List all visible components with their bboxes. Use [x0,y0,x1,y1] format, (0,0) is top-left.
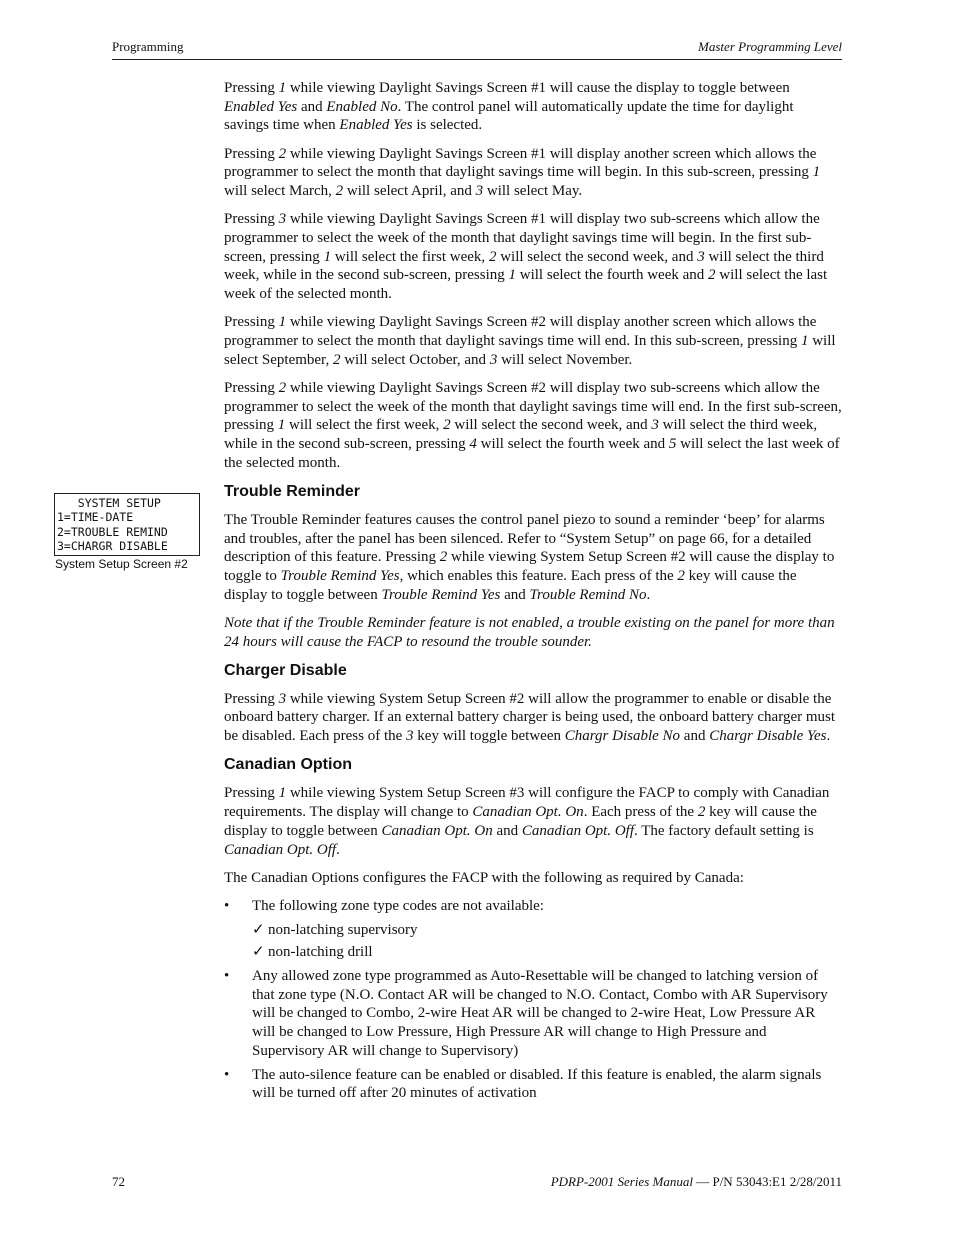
main-content [224,79,842,1108]
italic-term: Canadian Opt. On [472,804,584,821]
italic-term: Chargr Disable No [564,728,681,745]
text-run: will select September, [224,332,836,368]
text-run: will select the first week, [285,417,444,434]
text-run: while viewing Daylight Savings Screen #2 will display another screen which allows the programmer to select the month that daylight savings time will end. In this sub-screen, pressing [224,314,817,349]
italic-term: 2 [335,183,344,200]
list-item [224,1066,842,1103]
lcd-display [54,493,200,556]
text-run: Pressing [224,690,279,707]
paragraph [224,210,842,304]
italic-term: Canadian Opt. Off [521,822,634,839]
text-run: will select November. [497,351,633,368]
italic-term: Trouble Remind Yes [280,567,400,584]
italic-term: Chargr Disable Yes [709,728,827,745]
list-item [224,897,842,962]
lcd-line: 2=TROUBLE REMIND [57,524,168,539]
checkmark-icon: ✓ [252,921,265,938]
text-run: will select October, and [340,351,490,368]
text-run: will select the second week, and [450,417,652,434]
text-run: key will cause the display to toggle between [224,804,817,839]
text-run: and [500,586,530,603]
text-run: and [680,728,710,745]
text-run: key will cause the display to toggle between [224,567,797,603]
italic-term: 2 [278,145,287,162]
header-section: Programming [112,39,184,54]
paragraph [224,511,842,605]
check-item-text: non-latching drill [268,944,373,961]
text-run: will select the last week of the selected month. [224,267,828,303]
header-chapter: Master Programming Level [698,39,842,54]
italic-term: 2 [332,351,341,368]
note-paragraph: Note that if the Trouble Reminder feature is not enabled, a trouble existing on the panel for more than 24 hours will cause the FACP to resound the trouble sounder. [224,614,835,650]
section-heading: Trouble Reminder [224,482,361,500]
section-heading: Canadian Option [224,756,352,774]
section-heading: Charger Disable [224,661,347,679]
italic-term: 5 [668,435,677,452]
text-run: Pressing [224,80,279,96]
italic-term: 1 [277,417,286,434]
lcd-line: 3=CHARGR DISABLE [57,539,168,554]
italic-term: Trouble Remind Yes [381,586,501,603]
text-run: Pressing [224,145,279,162]
text-run: Pressing [224,314,279,331]
page-header [112,37,842,60]
text-run: and [297,98,327,115]
italic-term: 3 [278,211,287,228]
text-run: will select the second week, and [496,248,698,265]
text-run: Pressing [224,211,279,228]
bullet-list [224,897,842,1103]
italic-term: 2 [697,804,706,821]
paragraph [224,784,842,859]
text-run: will select the first week, [331,248,489,265]
check-item-text: non-latching supervisory [268,921,418,938]
lcd-line: 1=TIME-DATE [57,510,134,525]
italic-term: 1 [278,785,287,802]
italic-term: 1 [278,314,287,331]
italic-term: Canadian Opt. Off [224,841,337,858]
list-item-text: The auto-silence feature can be enabled or disabled. If this feature is enabled, the alarm signals will be turned off after 20 minutes of activation [252,1066,822,1102]
italic-term: 3 [489,351,498,368]
italic-term: 3 [697,248,705,265]
text-run: while viewing System Setup Screen #2 will allow the programmer to enable or disable the onboard battery charger. If an external battery charger is being used, the onboard battery charger must be disabled. Each press of the [224,690,836,745]
text-run: . The control panel will automatically update the time for daylight savings time when [224,98,794,134]
italic-term: 1 [800,332,809,349]
paragraph [224,313,842,369]
text-run: . Each press of the [583,804,698,821]
italic-term: Enabled Yes [339,117,413,134]
italic-term: Canadian Opt. On [381,822,493,839]
italic-term: 2 [278,379,287,396]
paragraph [224,145,842,201]
italic-term: 2 [488,248,497,265]
bullet-icon: • [224,968,230,985]
italic-term: 1 [323,248,332,265]
text-run: while viewing Daylight Savings Screen #1 will display two sub-screens which allow the programmer to select the week of the month that daylight savings time will begin. In the first sub-screen, pressing [224,211,820,265]
paragraph: The Canadian Options configures the FACP with the following as required by Canada: [224,869,744,886]
text-run: . [646,586,651,603]
page-number: 72 [112,1174,125,1189]
check-item [252,943,842,962]
text-run: while viewing Daylight Savings Screen #1 will display another screen which allows the programmer to select the month that daylight savings time will begin. In this sub-screen, pressing [224,145,817,181]
check-item [252,921,842,940]
italic-term: 2 [439,549,448,566]
text-run: Pressing [224,379,279,396]
text-run: will select the fourth week and [476,435,669,452]
italic-term: 2 [708,267,716,284]
manual-title: PDRP-2001 Series Manual [550,1174,693,1189]
footer-manual-info [551,1174,842,1190]
italic-term: 2 [443,417,451,434]
part-number: P/N 53043:E1 2/28/2011 [712,1174,842,1189]
bullet-icon: • [224,897,230,914]
text-run: The Trouble Reminder features causes the control panel piezo to sound a reminder ‘beep’ for alarms and troubles, after the panel has been silenced. Refer to “System Setup” on page 66, for a detailed description of this feature. Pressing [224,511,825,566]
list-item-text: Any allowed zone type programmed as Auto-Resettable will be changed to latching version of that zone type (N.O. Contact AR will be changed to N.O. Contact, Combo with AR Supervisory will be changed to Combo, 2-wire Heat AR will be changed to 2-wire Heat, Low Pressure AR will be changed to Low Pressure, High Pressure AR will change to High Pressure and Supervisory AR will change to Supervisory) [252,968,828,1059]
text-run: will select the third week, while in the second sub-screen, pressing [224,417,818,452]
text-run: . The factory default setting is [634,822,814,839]
text-run: while viewing Daylight Savings Screen #1 will cause the display to toggle between [286,80,790,96]
paragraph [224,379,842,473]
italic-term: Enabled No [326,98,398,115]
checkmark-icon: ✓ [252,944,265,961]
text-run: will select May. [483,183,583,200]
text-run: will select the third week, while in the second sub-screen, pressing [224,248,824,284]
text-run: and [492,822,522,839]
text-run: , which enables this feature. Each press of the [399,567,678,584]
text-run: Pressing [224,785,279,802]
paragraph [224,690,842,746]
text-run: will select the last week of the selected month. [224,435,840,471]
italic-term: 2 [677,567,685,584]
footer-separator: — [692,1174,713,1189]
italic-term: 4 [469,435,477,452]
text-run: key will toggle between [413,728,565,745]
italic-term: 3 [278,690,287,707]
list-item [224,967,842,1061]
text-run: . [826,728,831,745]
italic-term: 3 [406,728,414,745]
list-item-text: The following zone type codes are not available: [252,897,544,914]
check-list [252,921,842,962]
italic-term: 1 [508,267,517,284]
lcd-caption: System Setup Screen #2 [55,557,188,571]
lcd-line: SYSTEM SETUP [57,496,161,510]
text-run: while viewing System Setup Screen #3 will configure the FACP to comply with Canadian requirements. The display will change to [224,785,830,821]
text-run: is selected. [412,117,483,134]
italic-term: 1 [812,164,821,181]
text-run: while viewing System Setup Screen #2 will cause the display to toggle to [224,549,835,584]
text-run: will select March, [224,183,336,200]
text-run: . [336,841,340,858]
bullet-icon: • [224,1066,230,1083]
italic-term: 3 [475,183,484,200]
italic-term: Trouble Remind No [529,586,647,603]
paragraph [224,79,842,135]
text-run: while viewing Daylight Savings Screen #2 will display two sub-screens which allow the programmer to select the week of the month that daylight savings time will end. In the first sub-screen, pressing [224,379,842,434]
text-run: will select the fourth week and [516,267,709,284]
italic-term: 3 [651,417,659,434]
italic-term: 1 [278,80,287,96]
text-run: will select April, and [343,183,476,200]
italic-term: Enabled Yes [224,98,298,115]
